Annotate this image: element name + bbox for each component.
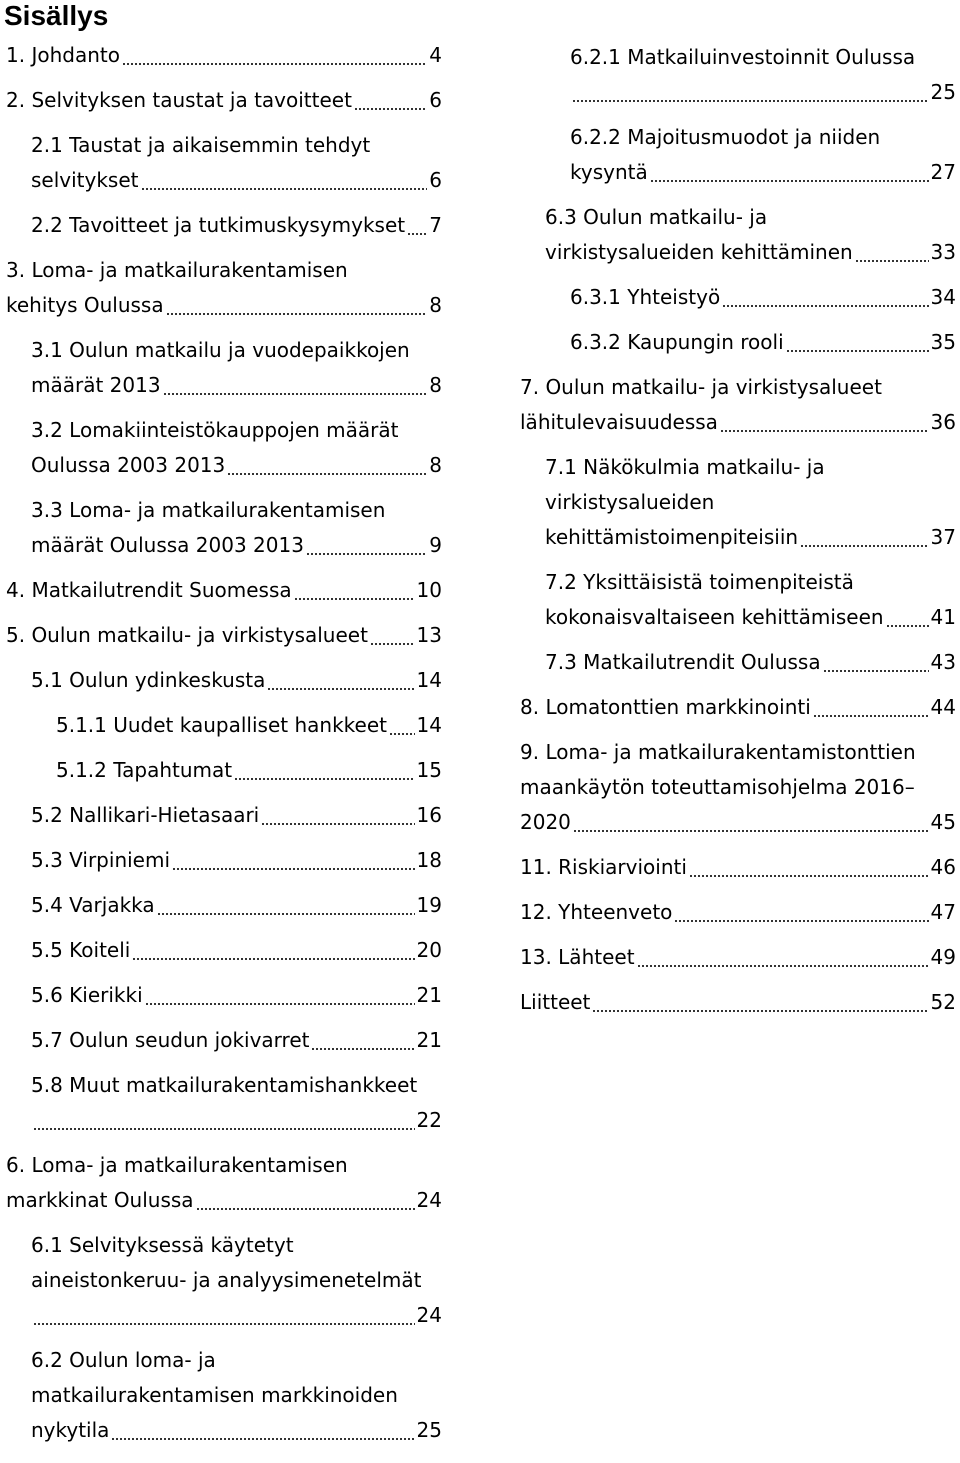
toc-entry-text-line: 7.2 Yksittäisistä toimenpiteistä bbox=[545, 570, 854, 594]
dot-leader bbox=[813, 698, 929, 718]
dot-leader bbox=[823, 653, 929, 673]
toc-page-number: 45 bbox=[930, 810, 956, 834]
toc-page-number: 46 bbox=[930, 855, 956, 879]
toc-entry[interactable] bbox=[520, 895, 956, 930]
toc-entry[interactable] bbox=[6, 843, 442, 878]
dot-leader bbox=[33, 1111, 415, 1131]
toc-entry[interactable] bbox=[6, 888, 442, 923]
toc-page-number: 8 bbox=[429, 453, 442, 477]
toc-page-number: 8 bbox=[429, 293, 442, 317]
toc-entry-text-line: 3.1 Oulun matkailu ja vuodepaikkojen bbox=[31, 338, 410, 362]
dot-leader bbox=[720, 413, 929, 433]
toc-page-number: 18 bbox=[416, 848, 442, 872]
toc-entry-text: markkinat Oulussa bbox=[6, 1188, 194, 1212]
dot-leader bbox=[166, 296, 428, 316]
toc-entry[interactable] bbox=[6, 1023, 442, 1058]
toc-entry[interactable] bbox=[6, 1148, 442, 1218]
toc-entry-text: 6.3.2 Kaupungin rooli bbox=[570, 330, 784, 354]
toc-page-number: 6 bbox=[429, 88, 442, 112]
toc-entry[interactable] bbox=[520, 325, 956, 360]
toc-entry[interactable] bbox=[6, 798, 442, 833]
toc-page-number: 4 bbox=[429, 43, 442, 67]
toc-page-number: 19 bbox=[416, 893, 442, 917]
dot-leader bbox=[132, 941, 414, 961]
toc-entry-text-line: 6.2.1 Matkailuinvestoinnit Oulussa bbox=[570, 45, 916, 69]
toc-page-number: 22 bbox=[416, 1108, 442, 1132]
dot-leader bbox=[234, 761, 414, 781]
toc-entry-text-line: aineistonkeruu- ja analyysimenetelmät bbox=[31, 1268, 422, 1292]
dot-leader bbox=[572, 83, 929, 103]
toc-page-number: 14 bbox=[416, 713, 442, 737]
dot-leader bbox=[592, 993, 928, 1013]
dot-leader bbox=[294, 581, 415, 601]
toc-entry-text-line: 6.2.2 Majoitusmuodot ja niiden bbox=[570, 125, 881, 149]
dot-leader bbox=[354, 91, 427, 111]
toc-entry-text: määrät Oulussa 2003 2013 bbox=[31, 533, 304, 557]
toc-entry-text: 5.5 Koiteli bbox=[31, 938, 131, 962]
toc-page-number: 34 bbox=[930, 285, 956, 309]
toc-entry-text-line: virkistysalueiden bbox=[545, 490, 715, 514]
toc-entry-text: virkistysalueiden kehittäminen bbox=[545, 240, 853, 264]
toc-entry-text: selvitykset bbox=[31, 168, 139, 192]
toc-entry[interactable] bbox=[6, 333, 442, 403]
toc-entry-text: 2. Selvityksen taustat ja tavoitteet bbox=[6, 88, 352, 112]
dot-leader bbox=[33, 1306, 415, 1326]
toc-page-number: 47 bbox=[930, 900, 956, 924]
toc-entry-text-line: 6. Loma- ja matkailurakentamisen bbox=[6, 1153, 348, 1177]
toc-page-number: 8 bbox=[429, 373, 442, 397]
dot-leader bbox=[674, 903, 928, 923]
dot-leader bbox=[573, 813, 929, 833]
dot-leader bbox=[650, 163, 929, 183]
toc-entry-text-line: 3.3 Loma- ja matkailurakentamisen bbox=[31, 498, 386, 522]
toc-entry[interactable] bbox=[520, 850, 956, 885]
dot-leader bbox=[157, 896, 415, 916]
dot-leader bbox=[122, 46, 427, 66]
toc-entry-text: 8. Lomatonttien markkinointi bbox=[520, 695, 811, 719]
toc-page-number: 37 bbox=[930, 525, 956, 549]
toc-entry[interactable] bbox=[6, 1343, 442, 1448]
toc-title: Sisällys bbox=[4, 0, 109, 31]
toc-entry[interactable] bbox=[6, 253, 442, 323]
dot-leader bbox=[306, 536, 427, 556]
toc-entry-text: 5.3 Virpiniemi bbox=[31, 848, 171, 872]
toc-entry-text: 5.6 Kierikki bbox=[31, 983, 143, 1007]
toc-entry-text-line: 3. Loma- ja matkailurakentamisen bbox=[6, 258, 348, 282]
toc-entry[interactable] bbox=[6, 413, 442, 483]
toc-page-number: 33 bbox=[930, 240, 956, 264]
toc-entry[interactable] bbox=[520, 40, 956, 110]
toc-page-number: 15 bbox=[416, 758, 442, 782]
toc-page-number: 24 bbox=[416, 1188, 442, 1212]
toc-entry-text: kysyntä bbox=[570, 160, 648, 184]
toc-entry-text: Liitteet bbox=[520, 990, 591, 1014]
dot-leader bbox=[227, 456, 427, 476]
toc-entry[interactable] bbox=[520, 985, 956, 1020]
dot-leader bbox=[689, 858, 929, 878]
toc-page-number: 36 bbox=[930, 410, 956, 434]
toc-entry[interactable] bbox=[6, 978, 442, 1013]
toc-entry[interactable] bbox=[520, 645, 956, 680]
dot-leader bbox=[407, 216, 427, 236]
toc-entry-text-line: 6.3 Oulun matkailu- ja bbox=[545, 205, 768, 229]
toc-entry[interactable] bbox=[6, 933, 442, 968]
toc-right-column bbox=[520, 40, 956, 1030]
toc-page-number: 25 bbox=[930, 80, 956, 104]
dot-leader bbox=[311, 1031, 414, 1051]
toc-entry-text: 7.3 Matkailutrendit Oulussa bbox=[545, 650, 821, 674]
dot-leader bbox=[261, 806, 414, 826]
toc-page-number: 21 bbox=[416, 1028, 442, 1052]
toc-left-column bbox=[6, 38, 442, 1458]
toc-entry-text-line: 2.1 Taustat ja aikaisemmin tehdyt bbox=[31, 133, 371, 157]
toc-page-number: 52 bbox=[930, 990, 956, 1014]
dot-leader bbox=[370, 626, 415, 646]
toc-entry-text: lähitulevaisuudessa bbox=[520, 410, 718, 434]
toc-entry-text: 11. Riskiarviointi bbox=[520, 855, 687, 879]
toc-entry-text: 13. Lähteet bbox=[520, 945, 635, 969]
toc-entry-text: 5.1 Oulun ydinkeskusta bbox=[31, 668, 266, 692]
toc-entry[interactable] bbox=[6, 1068, 442, 1138]
toc-entry[interactable] bbox=[520, 200, 956, 270]
toc-entry[interactable] bbox=[6, 493, 442, 563]
toc-entry-text: 2020 bbox=[520, 810, 571, 834]
toc-page-number: 6 bbox=[429, 168, 442, 192]
toc-page-number: 49 bbox=[930, 945, 956, 969]
toc-entry[interactable] bbox=[520, 735, 956, 840]
toc-entry[interactable] bbox=[6, 128, 442, 198]
toc-entry[interactable] bbox=[520, 120, 956, 190]
toc-page-number: 9 bbox=[429, 533, 442, 557]
dot-leader bbox=[267, 671, 414, 691]
toc-entry-text: Oulussa 2003 2013 bbox=[31, 453, 226, 477]
toc-entry[interactable] bbox=[6, 753, 442, 788]
toc-entry-text: kehittämistoimenpiteisiin bbox=[545, 525, 799, 549]
dot-leader bbox=[172, 851, 415, 871]
toc-page-number: 14 bbox=[416, 668, 442, 692]
dot-leader bbox=[389, 716, 415, 736]
toc-page-number: 25 bbox=[416, 1418, 442, 1442]
toc-page-number: 24 bbox=[416, 1303, 442, 1327]
toc-entry[interactable] bbox=[6, 708, 442, 743]
toc-entry-text-line: 6.1 Selvityksessä käytetyt bbox=[31, 1233, 294, 1257]
toc-page-number: 20 bbox=[416, 938, 442, 962]
toc-page-number: 41 bbox=[930, 605, 956, 629]
toc-entry-text: 5.1.1 Uudet kaupalliset hankkeet bbox=[56, 713, 387, 737]
toc-entry[interactable] bbox=[6, 618, 442, 653]
toc-entry-text: 5.1.2 Tapahtumat bbox=[56, 758, 233, 782]
toc-entry-text-line: 3.2 Lomakiinteistökauppojen määrät bbox=[31, 418, 399, 442]
toc-entry-text-line: 9. Loma- ja matkailurakentamistonttien bbox=[520, 740, 916, 764]
dot-leader bbox=[145, 986, 415, 1006]
toc-entry[interactable] bbox=[520, 370, 956, 440]
toc-page-number: 10 bbox=[416, 578, 442, 602]
dot-leader bbox=[886, 608, 929, 628]
toc-entry-text: 12. Yhteenveto bbox=[520, 900, 673, 924]
toc-page-number: 43 bbox=[930, 650, 956, 674]
dot-leader bbox=[800, 528, 928, 548]
toc-entry-text: 5.7 Oulun seudun jokivarret bbox=[31, 1028, 310, 1052]
toc-entry[interactable] bbox=[6, 663, 442, 698]
toc-entry[interactable] bbox=[6, 1228, 442, 1333]
toc-entry-text: 5. Oulun matkailu- ja virkistysalueet bbox=[6, 623, 368, 647]
dot-leader bbox=[637, 948, 929, 968]
toc-entry[interactable] bbox=[520, 280, 956, 315]
toc-entry[interactable] bbox=[6, 208, 442, 243]
toc-entry-text: kehitys Oulussa bbox=[6, 293, 164, 317]
toc-page-number: 13 bbox=[416, 623, 442, 647]
dot-leader bbox=[855, 243, 929, 263]
toc-entry[interactable] bbox=[520, 450, 956, 555]
toc-entry-text-line: matkailurakentamisen markkinoiden bbox=[31, 1383, 398, 1407]
dot-leader bbox=[111, 1421, 414, 1441]
toc-entry-text: 2.2 Tavoitteet ja tutkimuskysymykset bbox=[31, 213, 406, 237]
toc-page-number: 21 bbox=[416, 983, 442, 1007]
toc-page-number: 44 bbox=[930, 695, 956, 719]
toc-entry-text: 5.2 Nallikari-Hietasaari bbox=[31, 803, 260, 827]
toc-entry-text: 5.4 Varjakka bbox=[31, 893, 155, 917]
toc-entry[interactable] bbox=[6, 573, 442, 608]
toc-entry[interactable] bbox=[6, 83, 442, 118]
toc-entry-text: määrät 2013 bbox=[31, 373, 161, 397]
toc-page-number: 27 bbox=[930, 160, 956, 184]
dot-leader bbox=[163, 376, 428, 396]
toc-entry-text-line: 6.2 Oulun loma- ja bbox=[31, 1348, 216, 1372]
toc-entry-text: nykytila bbox=[31, 1418, 110, 1442]
toc-entry[interactable] bbox=[520, 690, 956, 725]
toc-entry-text: 6.3.1 Yhteistyö bbox=[570, 285, 721, 309]
dot-leader bbox=[141, 171, 428, 191]
dot-leader bbox=[196, 1191, 415, 1211]
toc-entry-text-line: 7.1 Näkökulmia matkailu- ja bbox=[545, 455, 825, 479]
dot-leader bbox=[786, 333, 929, 353]
toc-entry[interactable] bbox=[520, 565, 956, 635]
toc-page-number: 16 bbox=[416, 803, 442, 827]
toc-entry[interactable] bbox=[520, 940, 956, 975]
toc-page-number: 35 bbox=[930, 330, 956, 354]
toc-entry-text-line: 5.8 Muut matkailurakentamishankkeet bbox=[31, 1073, 418, 1097]
toc-page-number: 7 bbox=[429, 213, 442, 237]
toc-entry-text-line: maankäytön toteuttamisohjelma 2016– bbox=[520, 775, 915, 799]
toc-entry-text: 4. Matkailutrendit Suomessa bbox=[6, 578, 292, 602]
toc-entry[interactable] bbox=[6, 38, 442, 73]
dot-leader bbox=[722, 288, 928, 308]
toc-entry-text: kokonaisvaltaiseen kehittämiseen bbox=[545, 605, 884, 629]
toc-entry-text: 1. Johdanto bbox=[6, 43, 120, 67]
toc-entry-text-line: 7. Oulun matkailu- ja virkistysalueet bbox=[520, 375, 882, 399]
